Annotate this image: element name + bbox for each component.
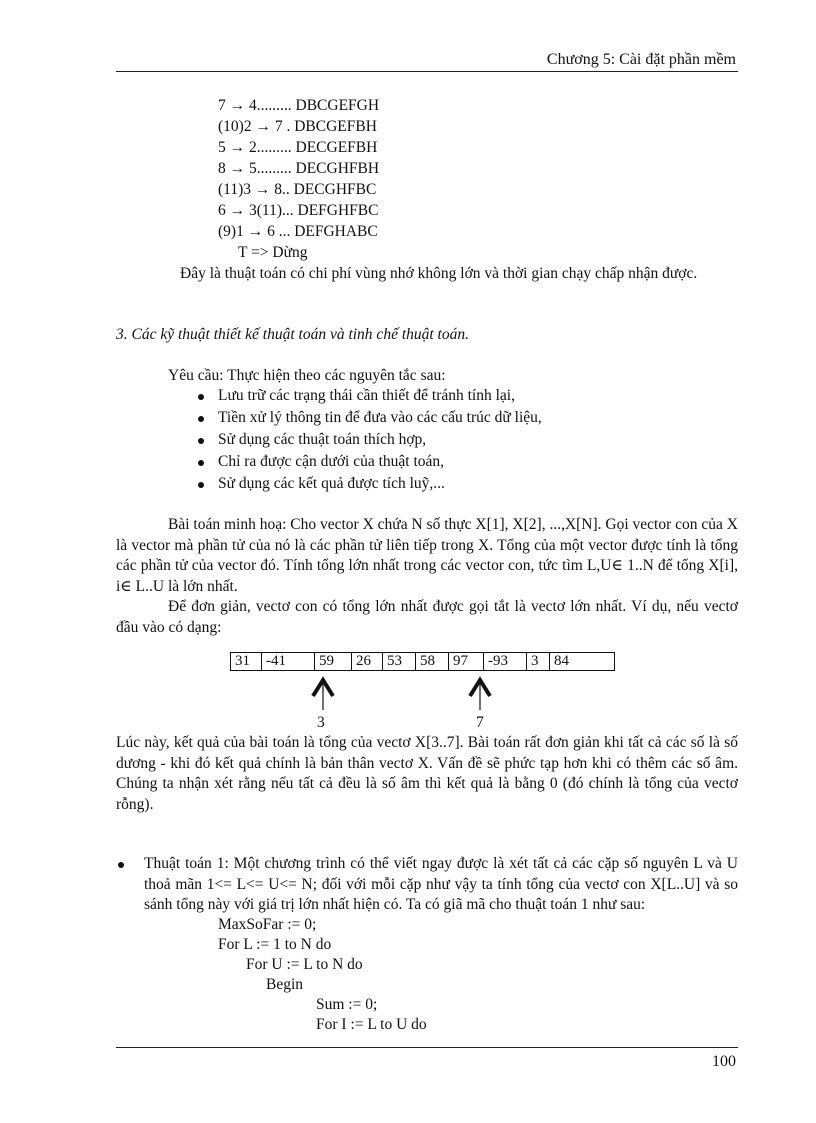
- code-line: MaxSoFar := 0;: [218, 916, 317, 933]
- requirement-item: Tiền xử lý thông tin để đưa vào các cấu trúc dữ liệu,: [218, 409, 542, 426]
- vector-row: [231, 653, 615, 671]
- bullet-icon: [118, 862, 124, 868]
- left-marker-arrow-icon: [310, 676, 336, 712]
- chapter-header: Chương 5: Cài đặt phần mềm: [546, 51, 736, 68]
- code-line: For L := 1 to N do: [218, 936, 332, 953]
- code-line: Begin: [266, 976, 304, 993]
- code-line: For U := L to N do: [246, 956, 363, 973]
- trace-line: 6 → 3(11)... DEFGHFBC: [218, 202, 379, 219]
- trace-line: 8 → 5......... DECGHFBH: [218, 160, 380, 177]
- trace-line: (11)3 → 8.. DECGHFBC: [218, 181, 377, 198]
- left-marker-label: 3: [317, 714, 325, 731]
- code-line: Sum := 0;: [316, 996, 378, 1013]
- trace-stop-line: T => Dừng: [238, 244, 308, 261]
- vector-cell: 3: [527, 653, 550, 671]
- vector-cell: 97: [449, 653, 484, 671]
- vector-cell: 53: [383, 653, 416, 671]
- problem-paragraph: Bài toán minh hoạ: Cho vector X chứa N số thực X[1], X[2], ...,X[N]. Gọi vector con của X là vector mà phần tử của nó là các phần tử liên tiếp trong X. Tổng của một vector được tính là tổng các phần tử của vector đó. Tính tổng lớn nhất trong các vector con, tức tìm L,U∈ 1..N để tổng X[i], i∈ L..U là lớn nhất.: [116, 516, 738, 595]
- algorithm1-paragraph: Thuật toán 1: Một chương trình có thể viết ngay được là xét tất cả các cặp số nguyên L và U thoả mãn 1<= L<= U<= N; đối với mỗi cặp như vậy ta tính tổng của vectơ con X[L..U] và so sánh tổng này với giá trị lớn nhất hiện có. Ta có giã mã cho thuật toán 1 như sau:: [144, 855, 738, 913]
- code-line: For I := L to U do: [316, 1016, 427, 1033]
- page-number: 100: [712, 1053, 736, 1070]
- simplify-paragraph: Để đơn giản, vectơ con có tổng lớn nhất được gọi tắt là vectơ lớn nhất. Ví dụ, nếu vectơ đầu vào có dạng:: [116, 598, 738, 636]
- requirement-item: Lưu trữ các trạng thái cần thiết để tránh tính lại,: [218, 387, 515, 404]
- requirement-item: Chỉ ra được cận dưới của thuật toán,: [218, 453, 445, 470]
- vector-cell: 59: [315, 653, 352, 671]
- vector-table: [230, 652, 615, 671]
- vector-cell: 58: [416, 653, 449, 671]
- trace-line: 5 → 2......... DECGEFBH: [218, 139, 378, 156]
- header-rule: [116, 71, 738, 72]
- bullet-icon: [198, 460, 204, 466]
- bullet-icon: [198, 394, 204, 400]
- result-paragraph: Lúc này, kết quả của bài toán là tổng của vectơ X[3..7]. Bài toán rất đơn giản khi tất cả các số là số dương - khi đó kết quả chính là bản thân vectơ X. Vấn đề sẽ phức tạp hơn khi có thêm các số âm. Chúng ta nhận xét rằng nếu tất cả đều là số âm thì kết quả là bằng 0 (đó chính là tổng của vectơ rỗng).: [116, 734, 738, 813]
- trace-line: (10)2 → 7 . DBCGEFBH: [218, 118, 377, 135]
- bullet-icon: [198, 416, 204, 422]
- vector-cell: 26: [352, 653, 383, 671]
- footer-rule: [116, 1047, 738, 1048]
- vector-cell: -93: [484, 653, 527, 671]
- bullet-icon: [198, 482, 204, 488]
- requirement-item: Sử dụng các thuật toán thích hợp,: [218, 431, 427, 448]
- section-heading: 3. Các kỹ thuật thiết kế thuật toán và tinh chế thuật toán.: [116, 326, 469, 343]
- vector-cell: 84: [550, 653, 615, 671]
- vector-cell: -41: [262, 653, 315, 671]
- trace-line: (9)1 → 6 ... DEFGHABC: [218, 223, 378, 240]
- requirement-intro: Yêu cầu: Thực hiện theo các nguyên tắc sau:: [168, 367, 446, 384]
- conclusion-paragraph: Đây là thuật toán có chi phí vùng nhớ không lớn và thời gian chạy chấp nhận được.: [180, 265, 698, 282]
- vector-cell: 31: [231, 653, 262, 671]
- right-marker-arrow-icon: [467, 676, 493, 712]
- bullet-icon: [198, 438, 204, 444]
- requirement-item: Sử dụng các kết quả được tích luỹ,...: [218, 475, 445, 492]
- right-marker-label: 7: [476, 714, 484, 731]
- trace-line: 7 → 4......... DBCGEFGH: [218, 97, 380, 114]
